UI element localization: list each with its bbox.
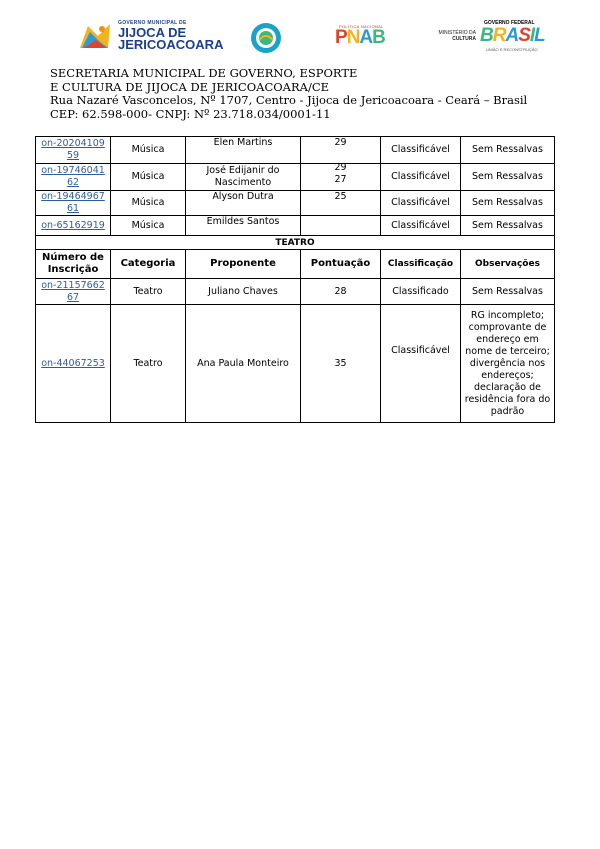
header-line-3: Rua Nazaré Vasconcelos, Nº 1707, Centro - Jijoca de Jericoacoara - Ceará – Brasil — [50, 93, 528, 107]
inscricao-link[interactable]: on-44067253 — [36, 305, 111, 423]
categoria-cell: Teatro — [111, 305, 186, 423]
govfed-brasil-name: BRASIL — [480, 25, 545, 46]
column-header-row — [36, 250, 555, 279]
header-line-1: SECRETARIA MUNICIPAL DE GOVERNO, ESPORTE — [50, 66, 358, 80]
govfed-top-label: GOVERNO FEDERAL — [484, 20, 535, 26]
jijoca-name-line1: JIJOCA DE — [118, 25, 187, 40]
table-row — [36, 191, 555, 216]
inscricao-link[interactable]: on-1974604162 — [36, 164, 111, 191]
inscricao-link[interactable]: on-2115766267 — [36, 279, 111, 305]
pontuacao-cell — [301, 216, 381, 236]
document-header — [50, 67, 570, 121]
governo-federal-logo — [480, 20, 545, 54]
column-header-observacoes: Observações — [461, 250, 555, 279]
govfed-tagline: UNIÃO E RECONSTRUÇÃO — [486, 47, 538, 52]
table-row — [36, 216, 555, 236]
classificacao-cell: Classificável — [381, 216, 461, 236]
proponente-cell: José Edijanir do Nascimento — [186, 164, 301, 191]
pontuacao-cell: 35 — [301, 305, 381, 423]
categoria-cell: Música — [111, 191, 186, 216]
categoria-cell: Teatro — [111, 279, 186, 305]
table-row — [36, 305, 555, 423]
pontuacao-cell: 25 — [301, 191, 381, 216]
municipal-seal-icon — [250, 22, 282, 54]
ministerio-cultura-logo — [430, 30, 476, 42]
minc-line2: CULTURA — [452, 36, 476, 42]
header-line-2: E CULTURA DE JIJOCA DE JERICOACOARA/CE — [50, 79, 330, 94]
inscricao-link[interactable]: on-2020410959 — [36, 137, 111, 164]
section-title-row — [36, 236, 555, 250]
logo-bar — [0, 18, 600, 58]
proponente-cell: Alyson Dutra — [186, 191, 301, 216]
categoria-cell: Música — [111, 137, 186, 164]
pnab-small-label: POLÍTICA NACIONAL — [339, 24, 384, 29]
classificacao-cell: Classificável — [381, 164, 461, 191]
jijoca-emblem-icon — [78, 22, 112, 50]
categoria-cell: Música — [111, 216, 186, 236]
inscricao-link[interactable]: on-1946496761 — [36, 191, 111, 216]
classificacao-cell: Classificável — [381, 137, 461, 164]
observacoes-cell: Sem Ressalvas — [461, 279, 555, 305]
header-line-4: CEP: 62.598-000- CNPJ: Nº 23.718.034/0001-11 — [50, 106, 331, 121]
proponente-cell: Emildes Santos — [186, 216, 301, 236]
observacoes-cell: Sem Ressalvas — [461, 164, 555, 191]
column-header-categoria: Categoria — [111, 250, 186, 279]
jijoca-name-line2: JERICOACOARA — [118, 37, 224, 52]
column-header-classificacao: Classificação — [381, 250, 461, 279]
classificacao-cell: Classificável — [381, 305, 461, 423]
table-row — [36, 279, 555, 305]
observacoes-cell: Sem Ressalvas — [461, 216, 555, 236]
proponente-cell: Juliano Chaves — [186, 279, 301, 305]
column-header-proponente: Proponente — [186, 250, 301, 279]
pontuacao-cell — [301, 164, 381, 191]
results-table — [35, 136, 555, 423]
proponente-cell: Elen Martins — [186, 137, 301, 164]
proponente-cell: Ana Paula Monteiro — [186, 305, 301, 423]
pontuacao-overflow-value: 29 — [334, 162, 347, 173]
pnab-logo — [333, 24, 393, 54]
pontuacao-value: 27 — [334, 174, 347, 185]
jijoca-gov-label: GOVERNO MUNICIPAL DE — [118, 20, 187, 26]
table-row — [36, 164, 555, 191]
table-row — [36, 137, 555, 164]
classificacao-cell: Classificado — [381, 279, 461, 305]
inscricao-link[interactable]: on-65162919 — [36, 216, 111, 236]
pontuacao-cell: 28 — [301, 279, 381, 305]
section-title-teatro: TEATRO — [36, 236, 555, 250]
observacoes-cell: RG incompleto; comprovante de endereço em nome de terceiro; divergência nos endereços; declaração de residência fora do padrão — [461, 305, 555, 423]
jijoca-logo — [78, 20, 238, 54]
pontuacao-cell: 29 — [301, 137, 381, 164]
observacoes-cell: Sem Ressalvas — [461, 191, 555, 216]
column-header-inscricao: Número de Inscrição — [36, 250, 111, 279]
minc-line1: MINISTÉRIO DA — [438, 30, 476, 36]
categoria-cell: Música — [111, 164, 186, 191]
observacoes-cell: Sem Ressalvas — [461, 137, 555, 164]
pnab-name: PNAB — [335, 27, 385, 48]
classificacao-cell: Classificável — [381, 191, 461, 216]
column-header-pontuacao: Pontuação — [301, 250, 381, 279]
